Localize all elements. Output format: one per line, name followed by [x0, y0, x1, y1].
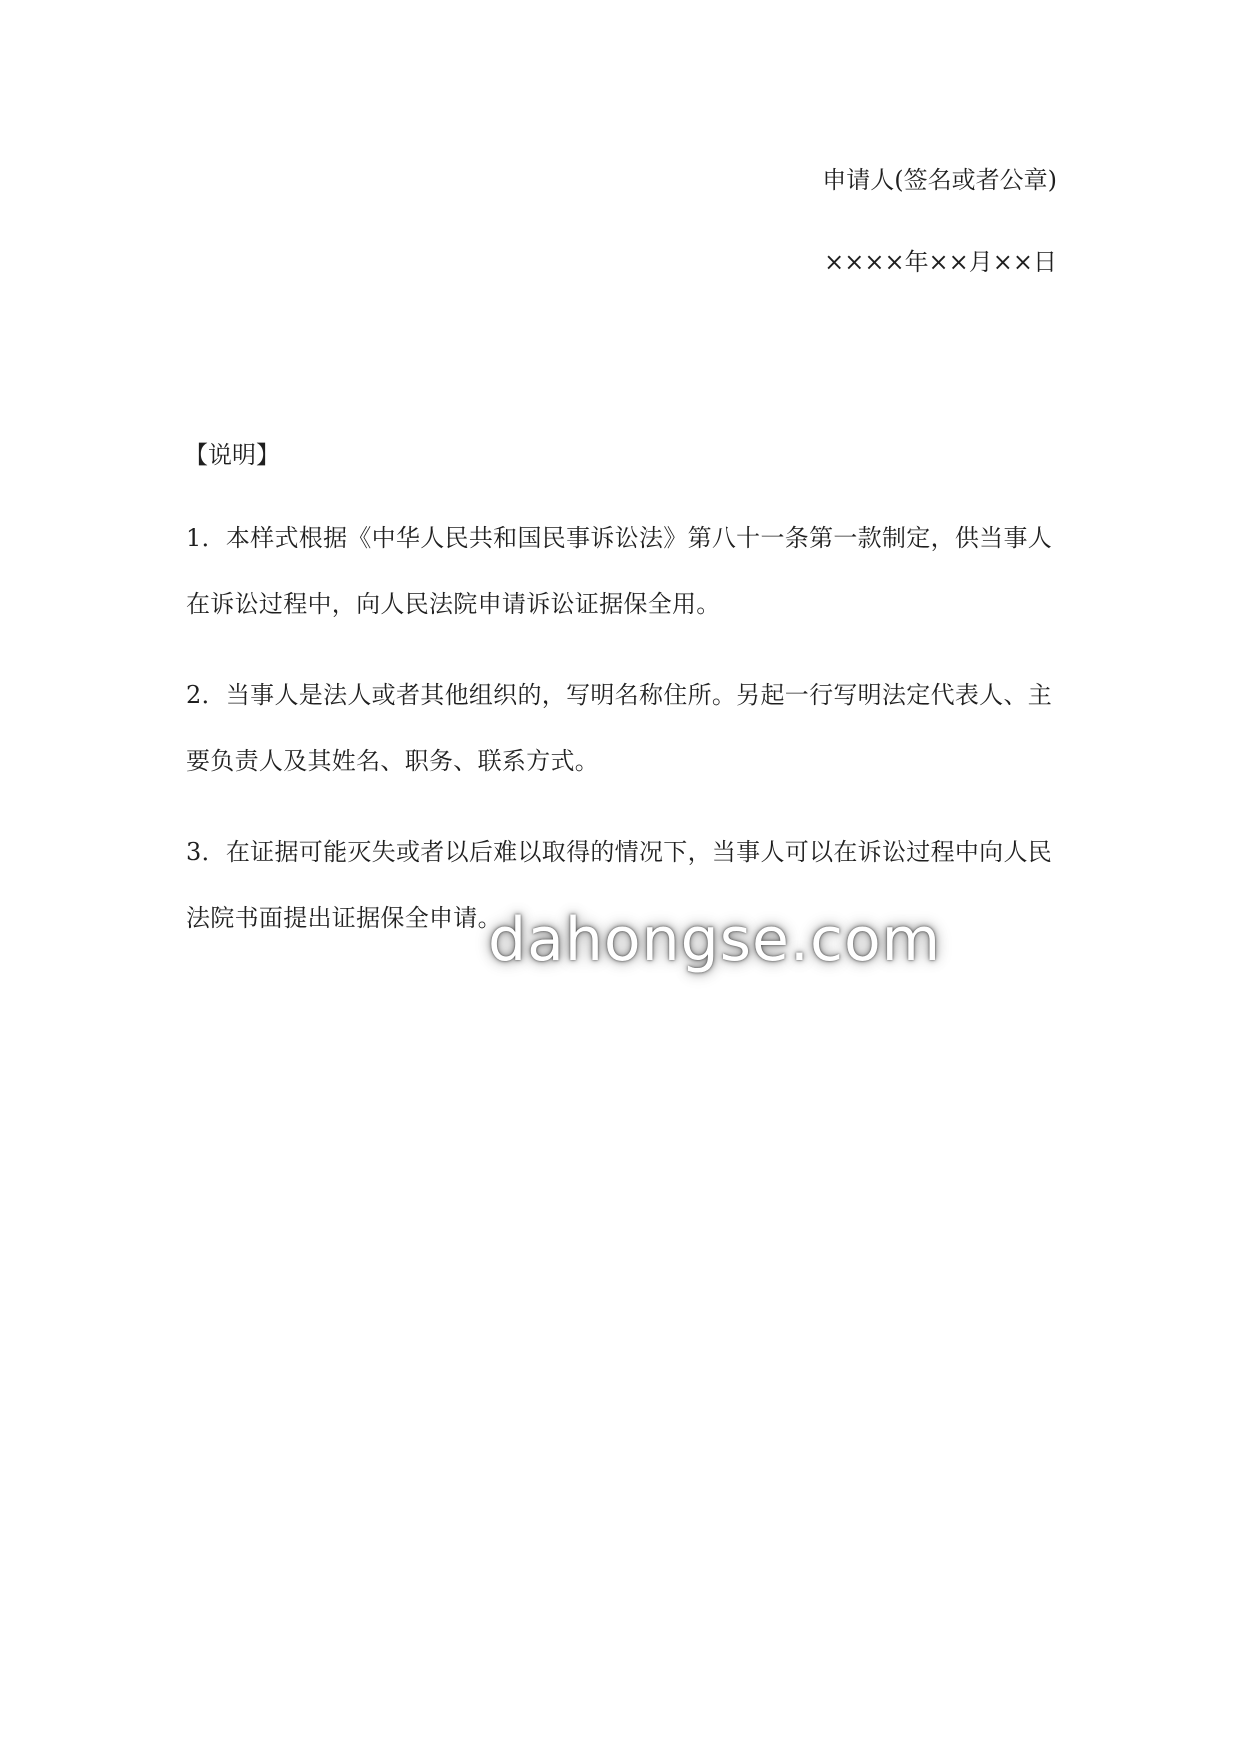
note-item-3: 3．在证据可能灭失或者以后难以取得的情况下，当事人可以在诉讼过程中向人民法院书面提出证据保全申请。 [186, 838, 1053, 932]
note-item-1: 1．本样式根据《中华人民共和国民事诉讼法》第八十一条第一款制定，供当事人在诉讼过程中，向人民法院申请诉讼证据保全用。 [186, 524, 1053, 618]
notes-title: 【说明】 [184, 441, 280, 469]
signature-block [822, 168, 1057, 274]
date-line: ××××年××月××日 [824, 248, 1057, 276]
watermark-logo: dahongse.com [488, 905, 942, 975]
note-item-2: 2．当事人是法人或者其他组织的，写明名称住所。另起一行写明法定代表人、主要负责人及其姓名、职务、联系方式。 [186, 681, 1053, 775]
notes-section [186, 443, 1062, 951]
applicant-signature-line: 申请人(签名或者公章) [822, 166, 1057, 194]
